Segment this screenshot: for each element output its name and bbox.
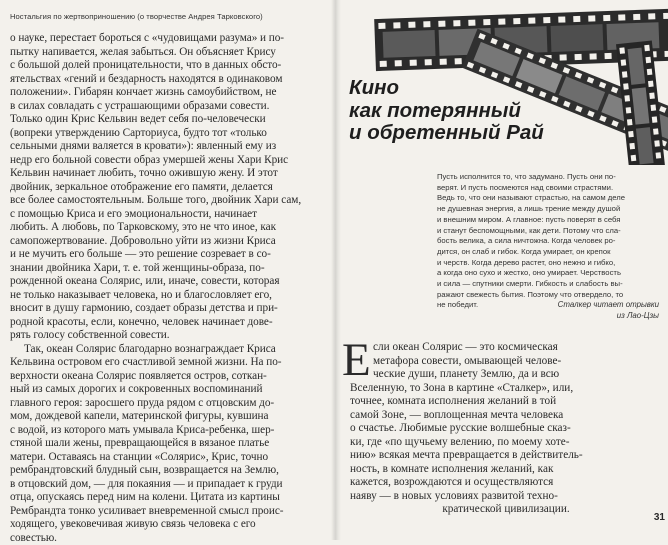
epigraph-source-line: из Лао-Цзы	[437, 310, 659, 321]
text-line: все более самостоятельным. Больше того, двойник Хари сам,	[10, 194, 325, 208]
text-line: точнее, комната исполнения желаний в той	[350, 395, 662, 409]
text-line: (вопреки утверждению Сарториуса, будто тот «только	[10, 127, 325, 141]
text-line: о науке, перестает бороться с «чудовищами разума» и по-	[10, 32, 325, 46]
running-head: Ностальгия по жертвоприношению (о творчестве Андрея Тарковского)	[10, 12, 322, 21]
left-body-text	[10, 32, 325, 545]
epigraph-line: а когда оно сухо и жестко, оно умирает. Черствость	[437, 268, 661, 279]
text-line: рожденной океана Солярис, или, иначе, совести, которая	[10, 275, 325, 289]
text-line: отца, опускаясь перед ним на колени. Цитата из картины	[10, 491, 325, 505]
text-line: пытку напивается, желая забыться. Он объясняет Крису	[10, 46, 325, 60]
text-line: кратической цивилизации.	[350, 503, 662, 517]
epigraph-line: не душевная энергия, а лишь трение между душой	[437, 204, 661, 215]
text-line: совестью.	[10, 532, 325, 545]
left-page	[0, 0, 331, 540]
text-line: верхности океана Солярис появляется остров, соткан-	[10, 370, 325, 384]
text-line: главного героя: заросшего пруда рядом с отцовским до-	[10, 397, 325, 411]
text-line: любить. А любовь, по Тарковскому, это не что иное, как	[10, 221, 325, 235]
text-line: ность, в комнате исполнения желаний, как	[350, 463, 662, 477]
text-line: родной красоты, если, конечно, человек начинает дове-	[10, 316, 325, 330]
epigraph-line: Пусть исполнится то, что задумано. Пусть они по-	[437, 172, 661, 183]
epigraph-source	[437, 299, 659, 321]
epigraph-source-line: Сталкер читает отрывки	[437, 299, 659, 310]
text-line: сли океан Солярис — это космическая	[350, 341, 662, 355]
text-line: в силах совладать с устрашающими образами совести.	[10, 100, 325, 114]
epigraph-line: и черств. Когда дерево растет, оно нежно и гибко,	[437, 258, 661, 269]
text-line: недр его больной совести образ умершей жены Хари Крис	[10, 154, 325, 168]
text-line: Кельвина островом его счастливой земной жизни. На по-	[10, 356, 325, 370]
epigraph-line: и станут беспомощными, как дети. Потому что сла-	[437, 226, 661, 237]
drop-cap: Е	[342, 338, 370, 382]
text-line: Так, океан Солярис благодарно вознаграждает Криса	[10, 343, 325, 357]
text-line: не только наказывает человека, но и благословляет его,	[10, 289, 325, 303]
text-line: с помощью Криса и его эмоциональности, начинает	[10, 208, 325, 222]
text-line: сельными днями валяется в кровати»): явленный ему из	[10, 140, 325, 154]
right-page	[341, 0, 668, 540]
text-line: двойник, зеркальное отображение его памяти, делается	[10, 181, 325, 195]
epigraph	[437, 172, 661, 311]
epigraph-line: и внешним миром. А главное: пусть поверят в себя	[437, 215, 661, 226]
epigraph-line: не победит.	[437, 300, 661, 311]
text-line: Вселенную, то Зона в картине «Сталкер», или,	[350, 382, 662, 396]
text-line: ный из самых дорогих и сокровенных воспоминаний	[10, 383, 325, 397]
text-line: мом, дождевой капели, материнской фигуры, кувшина	[10, 410, 325, 424]
text-line: ходящего, увековечивая живую связь человека с его	[10, 518, 325, 532]
text-line: нию» всякая мечта превращается в действитель-	[350, 449, 662, 463]
text-line: с водой, из которого мать умывала Криса-ребенка, шер-	[10, 424, 325, 438]
text-line: матери. Оставаясь на станции «Солярис», Крис, точно	[10, 451, 325, 465]
text-line: наяву — в новых условиях развитой техно-	[350, 490, 662, 504]
epigraph-line: бость велика, а сила ничтожна. Когда человек ро-	[437, 236, 661, 247]
epigraph-line: верят. И пусть посмеются над своими страстями.	[437, 183, 661, 194]
text-line: Кельвин начинает любить, точно ожившую жену. И этот	[10, 167, 325, 181]
chapter-title-line: как потерянный	[349, 100, 599, 123]
text-line: ческие души, планету Землю, да и всю	[350, 368, 662, 382]
text-line: с большой долей проницательности, что в данных обсто-	[10, 59, 325, 73]
text-line: положении». Гибарян кончает жизнь самоубийством, не	[10, 86, 325, 100]
text-line: рять голосу собственной совести.	[10, 329, 325, 343]
chapter-title-line: и обретенный Рай	[349, 122, 599, 145]
text-line: знании двойника Хари, т. е. той женщины-образа, по-	[10, 262, 325, 276]
page-number: 31	[637, 512, 665, 523]
paragraph	[10, 343, 325, 545]
epigraph-line: ражают свежесть бытия. Поэтому что отвердело, то	[437, 290, 661, 301]
epigraph-line: дится, он слаб и гибок. Когда умирает, он крепок	[437, 247, 661, 258]
epigraph-line: и сила — спутники смерти. Гибкость и слабость вы-	[437, 279, 661, 290]
page-gutter	[331, 0, 341, 540]
text-line: стяной шали жены, превращающейся в вязаное платье	[10, 437, 325, 451]
text-line: и не мучить его больше — это решение созревает в со-	[10, 248, 325, 262]
epigraph-line: Ведь то, что они называют страстью, на самом деле	[437, 193, 661, 204]
text-line: самой Зоне, — воплощенная мечта человека	[350, 409, 662, 423]
chapter-title	[349, 77, 599, 145]
text-line: Рембрандта тонко усиливает вневременной смысл проис-	[10, 505, 325, 519]
right-body-text	[350, 341, 662, 517]
text-line: вносит в душу гармонию, создает образы детства и при-	[10, 302, 325, 316]
text-line: ки, где «по щучьему велению, по моему хоте-	[350, 436, 662, 450]
text-line: Только один Крис Кельвин ведет себя по-человечески	[10, 113, 325, 127]
text-line: кажется, возрождаются и осуществляются	[350, 476, 662, 490]
text-line: ятельствах «гений и бездарность находятся в одинаковом	[10, 73, 325, 87]
text-line: метафора совести, омывающей челове-	[350, 355, 662, 369]
chapter-title-line: Кино	[349, 77, 599, 100]
paragraph	[10, 32, 325, 343]
text-line: о счастье. Любимые русские волшебные сказ-	[350, 422, 662, 436]
text-line: рембрандтовский блудный сын, возвращается на Землю,	[10, 464, 325, 478]
text-line: в отцовский дом, — для покаяния — и припадает к груди	[10, 478, 325, 492]
text-line: самопожертвование. Добровольно уйти из жизни Криса	[10, 235, 325, 249]
